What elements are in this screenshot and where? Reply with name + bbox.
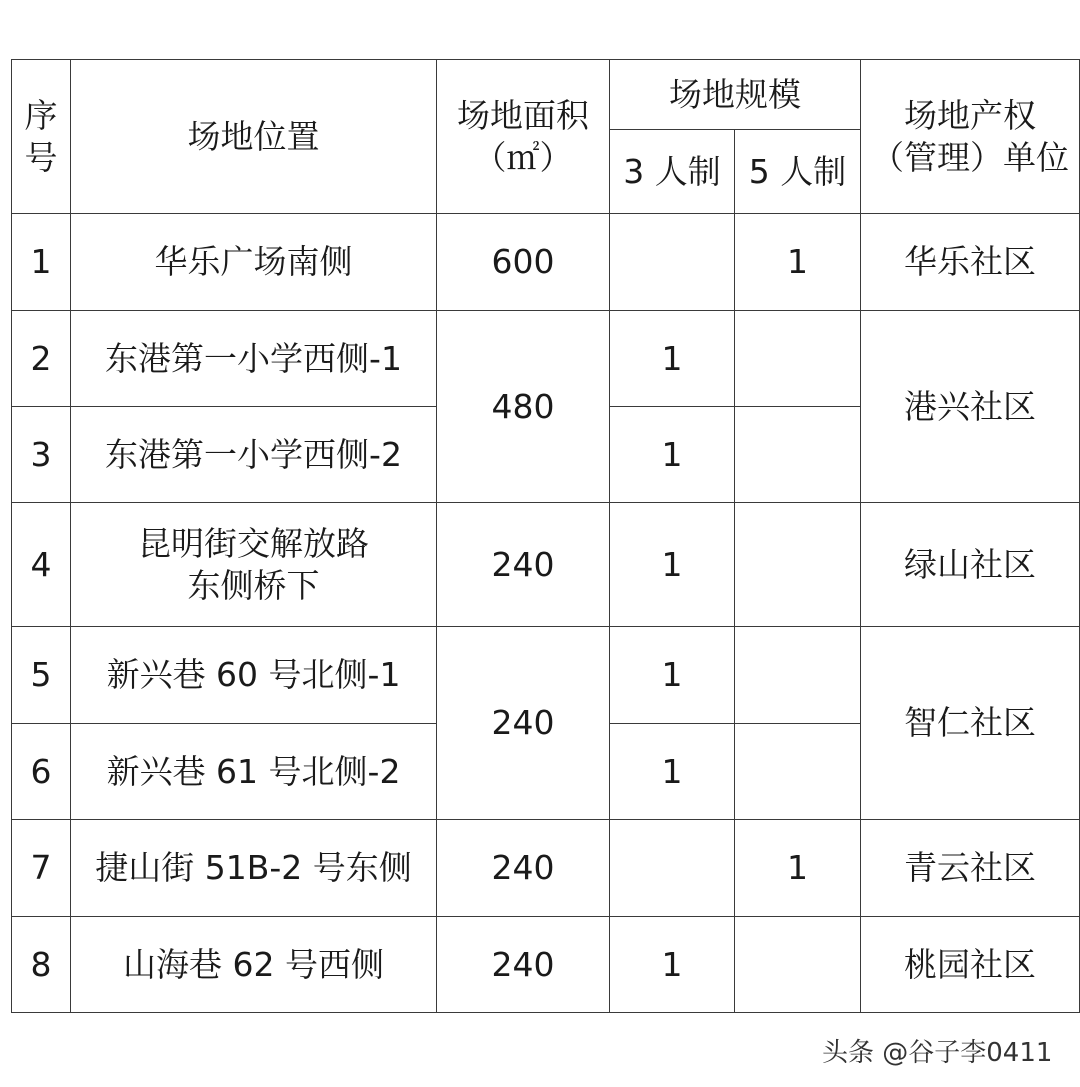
cell-location-line2: 东侧桥下	[187, 565, 320, 605]
cell-three-player: 1	[610, 311, 735, 407]
cell-owner: 青云社区	[861, 820, 1080, 917]
cell-five-player	[735, 724, 861, 820]
header-three-player: 3 人制	[610, 130, 735, 214]
cell-location: 新兴巷 61 号北侧-2	[71, 724, 437, 820]
watermark: 头条 @谷子李0411	[822, 1038, 1053, 1068]
header-owner-line1: 场地产权	[904, 95, 1036, 135]
cell-location: 东港第一小学西侧-1	[71, 311, 437, 407]
cell-no: 4	[12, 503, 71, 627]
cell-area: 240	[437, 917, 610, 1013]
cell-no: 1	[12, 214, 71, 311]
cell-five-player	[735, 503, 861, 627]
cell-location-line1: 昆明街交解放路	[138, 523, 369, 563]
table-row	[12, 820, 1080, 917]
cell-area: 240	[437, 503, 610, 627]
cell-owner: 智仁社区	[861, 627, 1080, 820]
cell-five-player	[735, 627, 861, 724]
cell-three-player: 1	[610, 917, 735, 1013]
cell-no: 5	[12, 627, 71, 724]
cell-three-player	[610, 820, 735, 917]
cell-location: 新兴巷 60 号北侧-1	[71, 627, 437, 724]
cell-location	[71, 503, 437, 627]
header-owner-line2: （管理）单位	[871, 137, 1069, 177]
header-area-line1: 场地面积	[457, 95, 589, 135]
cell-five-player: 1	[735, 820, 861, 917]
table-row	[12, 627, 1080, 724]
header-location: 场地位置	[71, 60, 437, 214]
cell-owner: 华乐社区	[861, 214, 1080, 311]
cell-location: 东港第一小学西侧-2	[71, 407, 437, 503]
cell-no: 7	[12, 820, 71, 917]
cell-area: 480	[437, 311, 610, 503]
cell-owner: 绿山社区	[861, 503, 1080, 627]
cell-location: 山海巷 62 号西侧	[71, 917, 437, 1013]
cell-three-player: 1	[610, 627, 735, 724]
cell-owner: 桃园社区	[861, 917, 1080, 1013]
venue-table	[11, 59, 1080, 1013]
cell-three-player: 1	[610, 407, 735, 503]
cell-five-player	[735, 311, 861, 407]
header-seq-line2: 号	[24, 137, 58, 177]
cell-no: 6	[12, 724, 71, 820]
table-row	[12, 917, 1080, 1013]
header-seq	[12, 60, 71, 214]
cell-no: 8	[12, 917, 71, 1013]
cell-five-player: 1	[735, 214, 861, 311]
cell-location: 捷山街 51B-2 号东侧	[71, 820, 437, 917]
cell-area: 240	[437, 820, 610, 917]
cell-area: 240	[437, 627, 610, 820]
cell-three-player: 1	[610, 724, 735, 820]
table-row	[12, 503, 1080, 627]
cell-three-player	[610, 214, 735, 311]
cell-no: 3	[12, 407, 71, 503]
header-scale: 场地规模	[610, 60, 861, 130]
cell-five-player	[735, 407, 861, 503]
header-seq-line1: 序	[24, 95, 58, 135]
cell-location: 华乐广场南侧	[71, 214, 437, 311]
table-row	[12, 311, 1080, 407]
header-owner	[861, 60, 1080, 214]
table-row	[12, 214, 1080, 311]
header-area	[437, 60, 610, 214]
cell-no: 2	[12, 311, 71, 407]
cell-three-player: 1	[610, 503, 735, 627]
cell-five-player	[735, 917, 861, 1013]
header-area-line2: （㎡）	[473, 137, 573, 177]
header-row	[12, 60, 1080, 130]
cell-area: 600	[437, 214, 610, 311]
cell-owner: 港兴社区	[861, 311, 1080, 503]
header-five-player: 5 人制	[735, 130, 861, 214]
